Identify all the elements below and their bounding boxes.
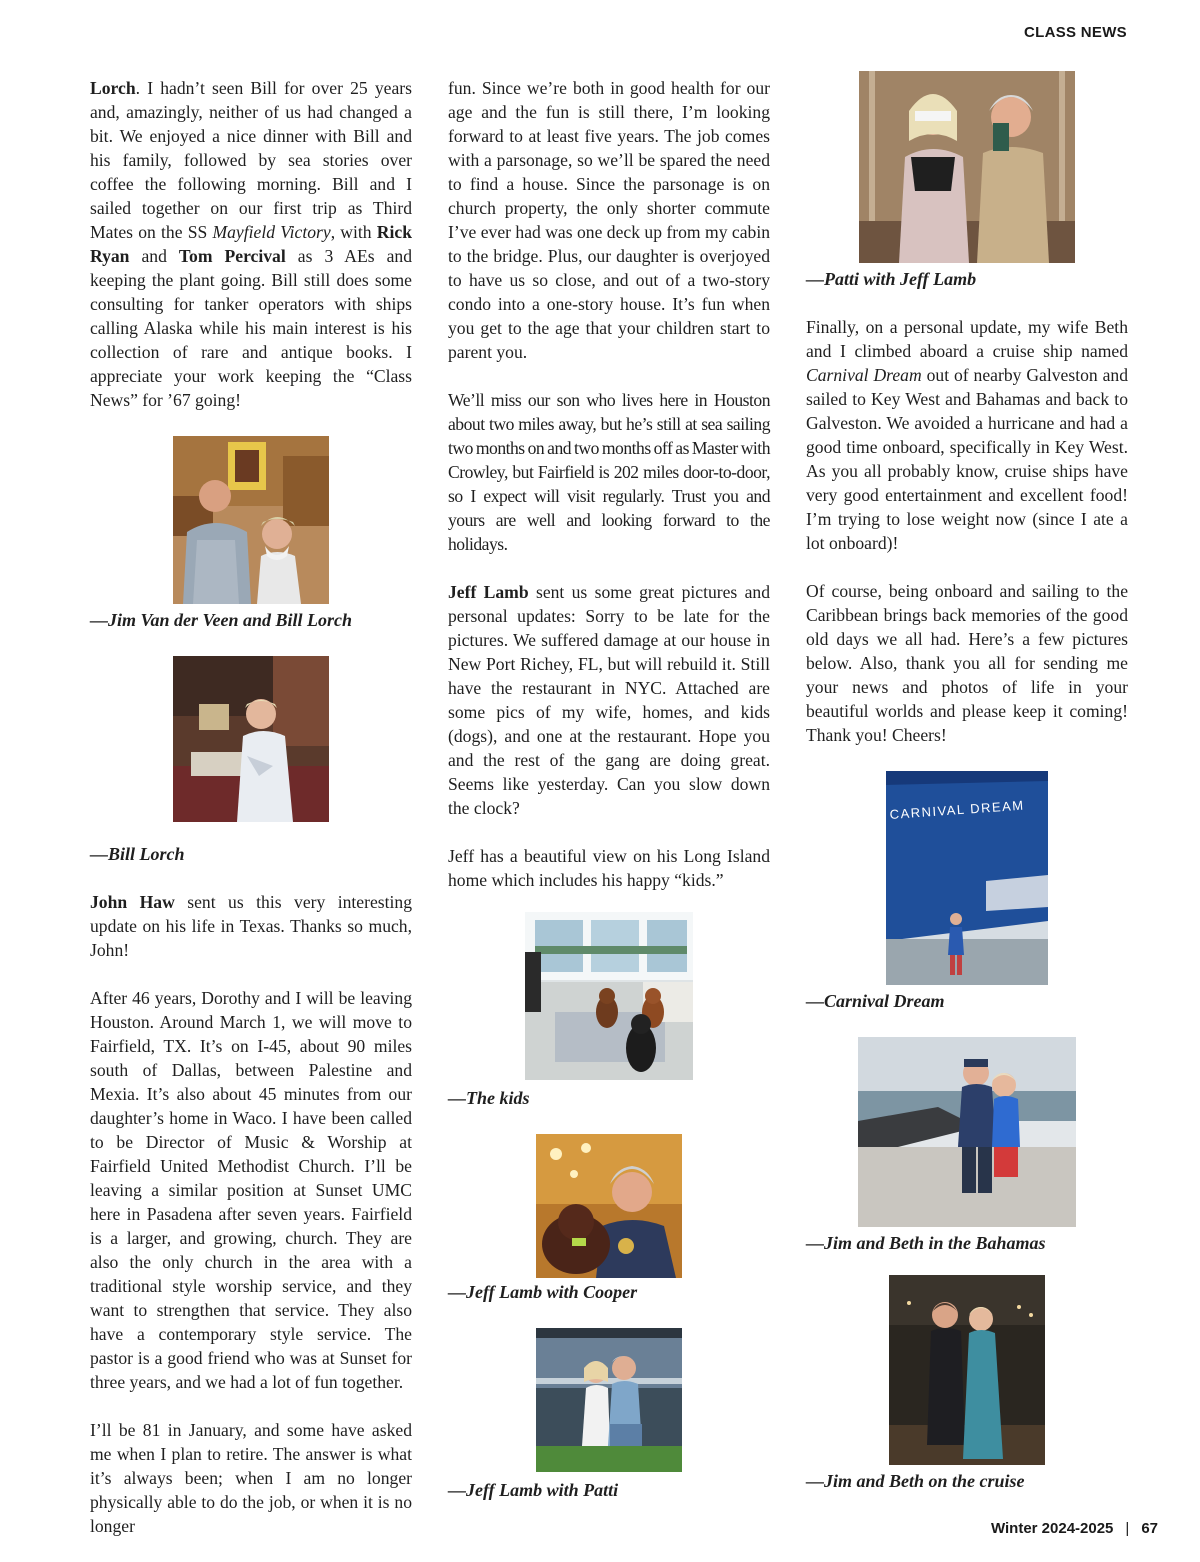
caption-the-kids: —The kids — [448, 1088, 530, 1108]
photo-bill-lorch — [173, 656, 329, 822]
paragraph-son-houston: We’ll miss our son who lives here in Houston about two miles away, but he’s still at sea sailing two months on and two months off as Master with Crowley, but Fairfield is 202 miles door-to-door, so I expect will visit regularly. Trust you and yours are well and looking forward to the holidays. — [448, 390, 770, 554]
photo-image — [859, 71, 1075, 263]
photo-patti-with-jeff — [859, 71, 1075, 263]
ship-name: Mayfield Victory — [212, 222, 331, 242]
photo-image — [173, 656, 329, 822]
column-1 — [90, 76, 412, 1562]
caption-patti-with-jeff: —Patti with Jeff Lamb — [806, 269, 977, 289]
ship-lettering: CARNIVAL DREAM — [889, 797, 1026, 822]
caption-jim-beth-cruise: —Jim and Beth on the cruise — [806, 1471, 1025, 1491]
photo-jim-and-bill — [173, 436, 329, 604]
paragraph-jeff-lamb: Jeff Lamb sent us some great pictures and personal updates: Sorry to be late for the pictures. We suffered damage at our house in New Port Richey, FL, but will rebuild it. Still have the restaurant in NYC. Attached are some pics of my wife, homes, and kids (dogs), and one at the restaurant. Hope you and the rest of the gang are doing great. Seems like yesterday. Can you slow down the clock? — [448, 582, 770, 818]
name-jeff-lamb: Jeff Lamb — [448, 582, 529, 602]
photo-the-kids — [525, 912, 693, 1080]
photo-image — [858, 1037, 1076, 1227]
caption-jeff-with-cooper: —Jeff Lamb with Cooper — [448, 1282, 638, 1302]
ship-name-carnival-dream: Carnival Dream — [806, 365, 922, 385]
photo-image — [173, 436, 329, 604]
paragraph-lorch: Lorch. I hadn’t seen Bill for over 25 years and, amazingly, neither of us had changed a bit. We enjoyed a nice dinner with Bill and his family, followed by sea stories over coffee the following morning. Bill and I sailed together on our first trip as Third Mates on the SS Mayfield Victory, with Rick Ryan and Tom Percival as 3 AEs and keeping the plant going. Bill still does some consulting for tanker operators with ships calling Alaska while his main interest is his collection of rare and antique books. I appreciate your work keeping the “Class News” for ’67 going! — [90, 78, 413, 410]
paragraph-john-haw-intro: John Haw sent us this very interesting update on his life in Texas. Thanks so much, John! — [90, 892, 412, 960]
name-lorch: Lorch — [90, 78, 136, 98]
photo-image — [536, 1134, 682, 1278]
photo-image — [536, 1328, 682, 1472]
name-john-haw: John Haw — [90, 892, 175, 912]
footer-separator: | — [1125, 1520, 1130, 1537]
paragraph-john-haw-move: After 46 years, Dorothy and I will be leaving Houston. Around March 1, we will move to Fairfield, TX. It’s on I-45, about 90 miles south of Dallas, between Palestine and Mexia. It’s also about 45 minutes from our daughter’s home in Waco. I have been called to be Director of Music & Worship at Fairfield United Methodist Church. I’ll be leaving a similar position at Sunset UMC here in Pasadena after seven years. Fairfield is a larger, and growing, church. They are also the only church in the area with a traditional style worship service, and they want to strengthen that service. They also have a contemporary style service. The pastor is a good friend who was at Sunset for three years, and we had a lot of fun together. — [90, 988, 412, 1392]
issue-label: Winter 2024-2025 — [990, 1520, 1114, 1537]
page-footer — [991, 1520, 1158, 1537]
caption-jim-beth-bahamas: —Jim and Beth in the Bahamas — [806, 1233, 1046, 1253]
photo-image — [525, 912, 693, 1080]
caption-jeff-with-patti: —Jeff Lamb with Patti — [448, 1480, 619, 1500]
photo-jeff-with-cooper — [536, 1134, 682, 1278]
page-number: 67 — [1141, 1520, 1158, 1537]
photo-carnival-dream — [886, 771, 1048, 985]
photo-jim-beth-bahamas — [858, 1037, 1076, 1227]
section-label: CLASS NEWS — [1023, 24, 1127, 41]
paragraph-fairfield-fun: fun. Since we’re both in good health for our age and the fun is still there, I’m looking forward to at least five years. The job comes with a parsonage, so we’ll be spared the need to find a house. Since the parsonage is on church property, the only shorter commute I’ve ever had was one deck up from my cabin to the bridge. Plus, our daughter is overjoyed to have us so close, and out of a two-story condo into a one-story house. It’s fun when you get to the age that your children start to parent you. — [448, 78, 770, 362]
caption-bill-lorch: —Bill Lorch — [90, 844, 185, 864]
column-2 — [448, 76, 770, 1526]
photo-image — [886, 771, 1048, 985]
name-tom-percival: Tom Percival — [178, 246, 286, 266]
paragraph-john-haw-retire: I’ll be 81 in January, and some have asked me when I plan to retire. The answer is what it’s always been; when I am no longer physically able to do the job, or when it is no longer — [90, 1420, 412, 1536]
paragraph-cruise: Finally, on a personal update, my wife Beth and I climbed aboard a cruise ship named Carnival Dream out of nearby Galveston and sailed to Key West and Bahamas and back to Galveston. We avoided a hurricane and had a good time onboard, specifically in Key West. As you all probably know, cruise ships have very good entertainment and excellent food! I’m trying to lose weight now (since I ate a lot onboard)! — [806, 317, 1128, 553]
caption-carnival-dream: —Carnival Dream — [806, 991, 945, 1011]
paragraph-long-island: Jeff has a beautiful view on his Long Island home which includes his happy “kids.” — [448, 846, 770, 890]
photo-jeff-with-patti — [536, 1328, 682, 1472]
name-rick-ryan: Rick Ryan — [90, 222, 412, 266]
caption-jim-and-bill: —Jim Van der Veen and Bill Lorch — [90, 610, 353, 630]
paragraph-caribbean-memories: Of course, being onboard and sailing to the Caribbean brings back memories of the good old days we all had. Here’s a few pictures below. Also, thank you all for sending me your news and photos of life in your beautiful worlds and please keep it coming! Thank you! Cheers! — [806, 581, 1128, 745]
column-3 — [806, 71, 1128, 1517]
photo-jim-beth-cruise — [889, 1275, 1045, 1465]
photo-image — [889, 1275, 1045, 1465]
